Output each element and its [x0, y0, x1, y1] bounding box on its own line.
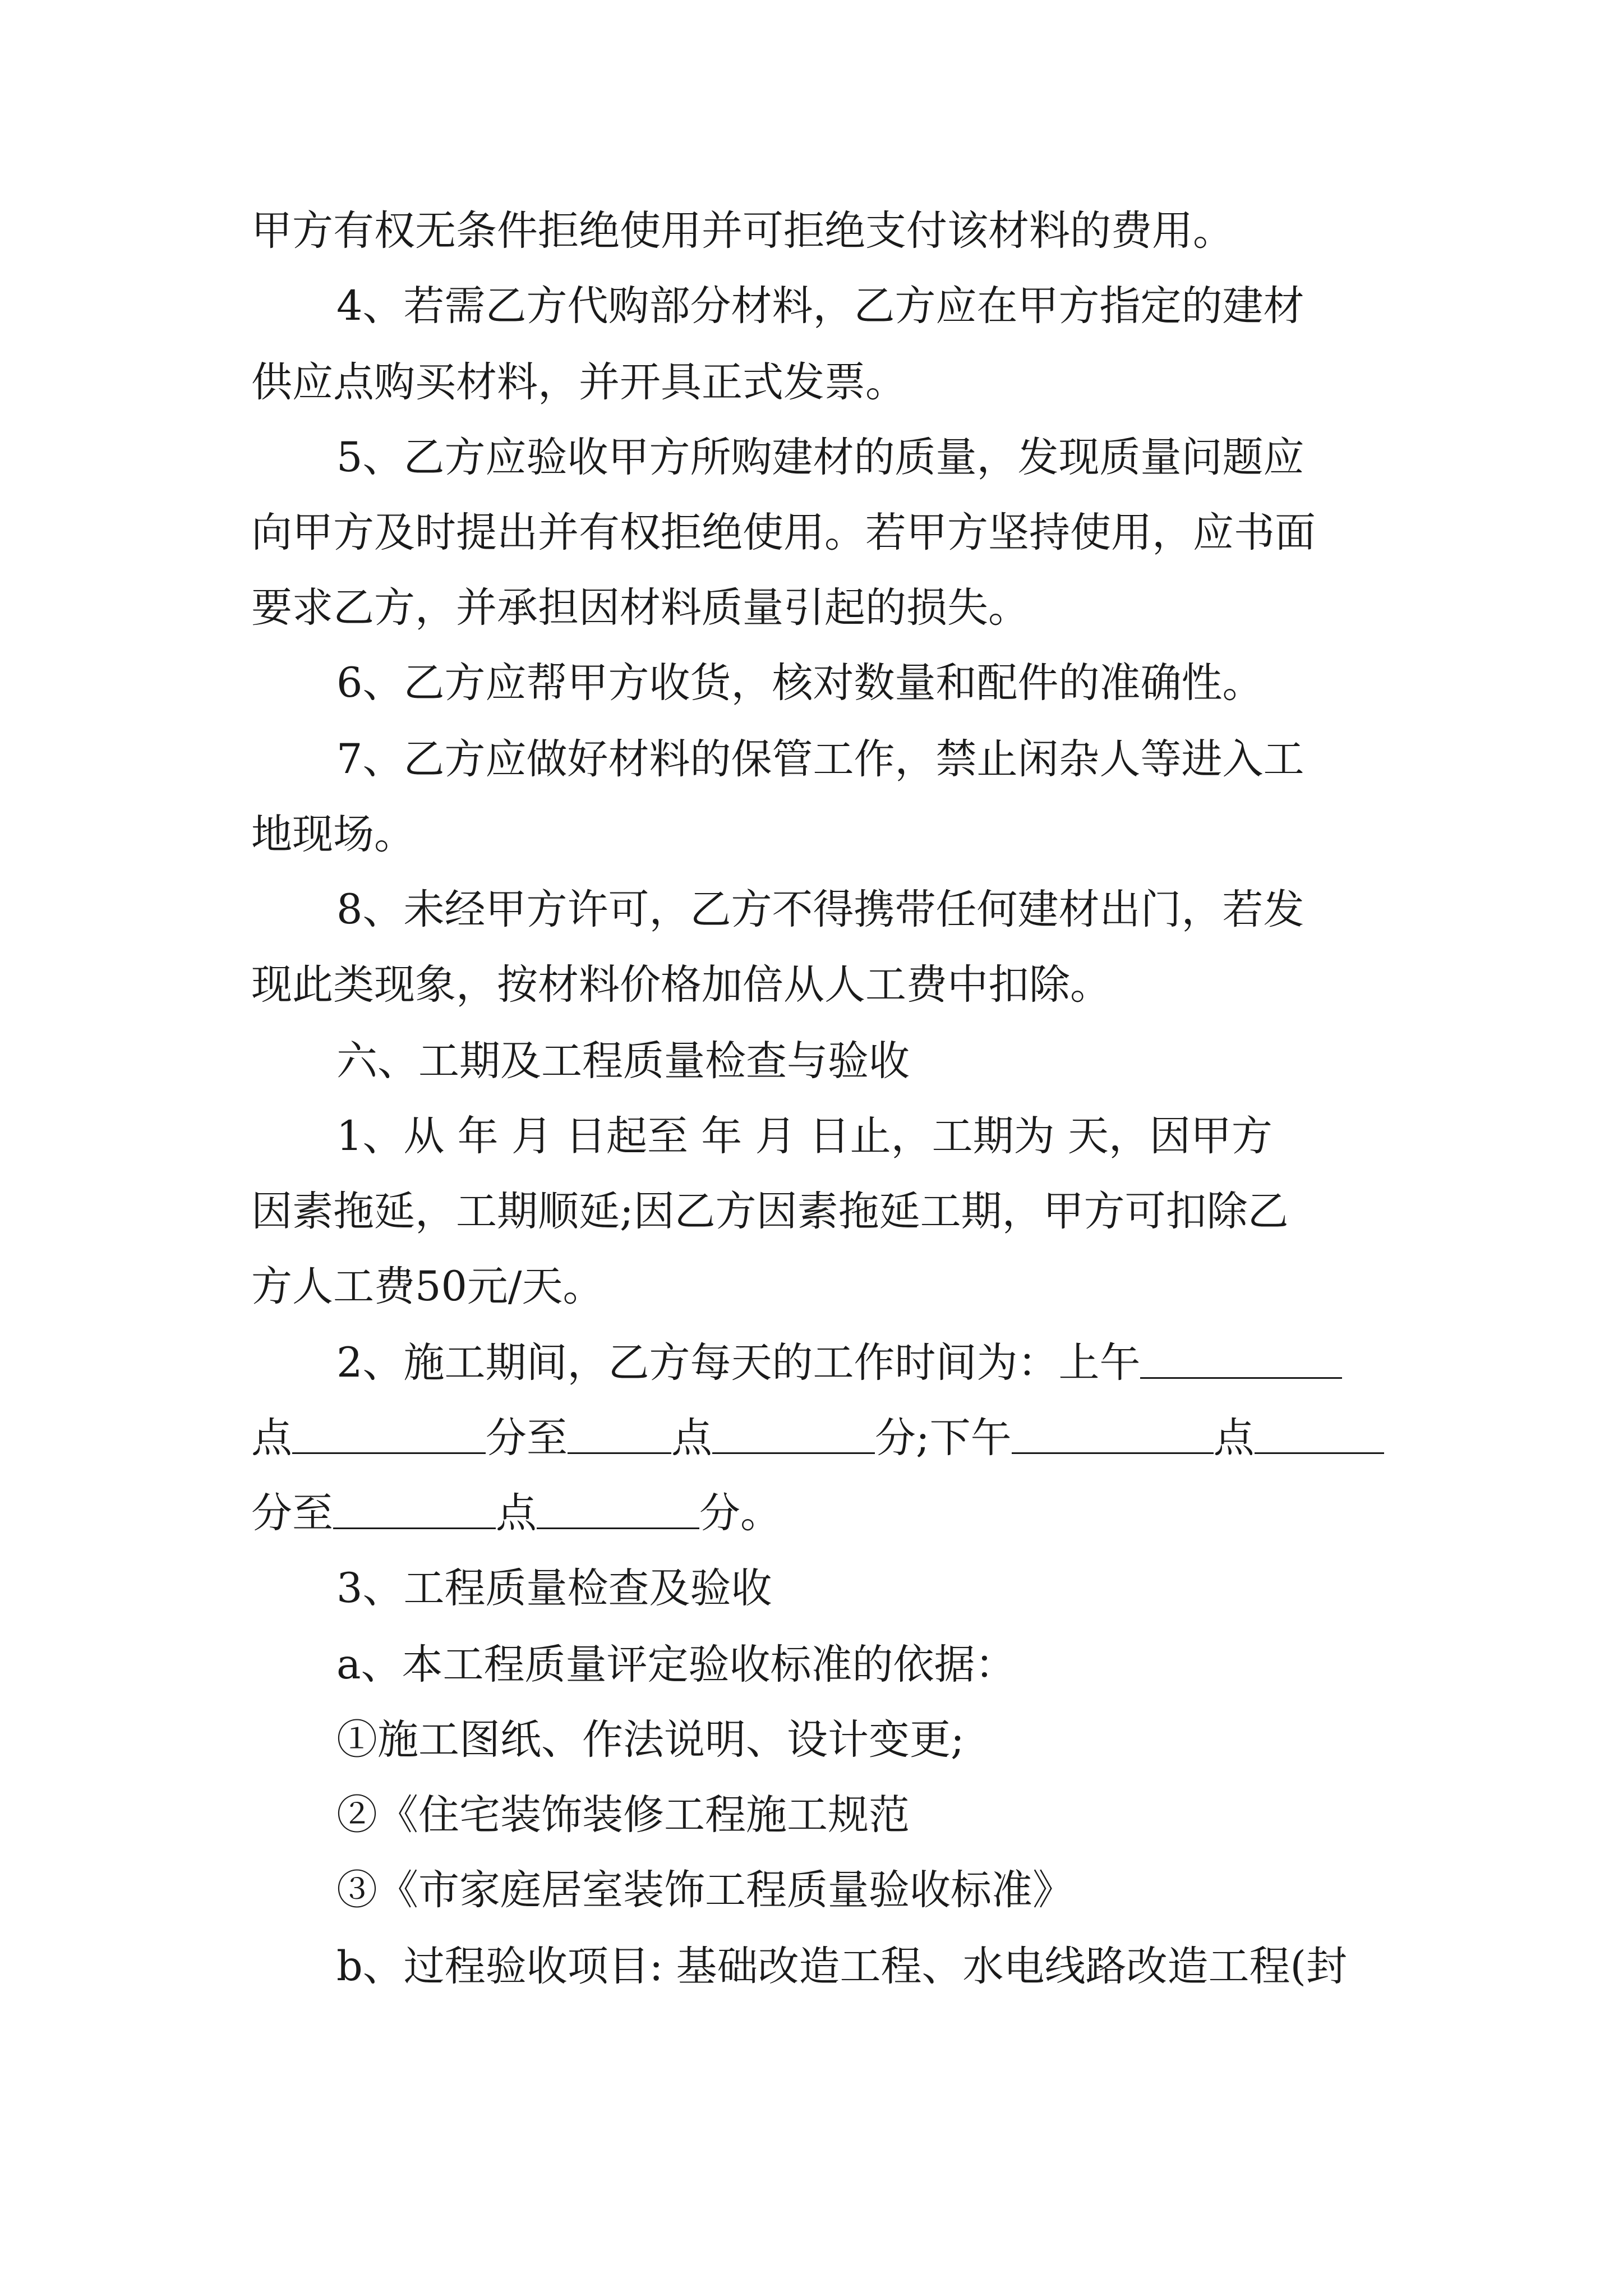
paragraph-line: 供应点购买材料，并开具正式发票。 — [251, 358, 906, 406]
fill-blank — [537, 1490, 699, 1529]
line-text: 点 — [496, 1489, 537, 1537]
paragraph-line: b、过程验收项目: 基础改造工程、水电线路改造工程(封 — [336, 1943, 1348, 1990]
paragraph-line: 现此类现象，按材料价格加倍从人工费中扣除。 — [251, 961, 1111, 1009]
line-text: 点 — [1213, 1414, 1255, 1462]
fill-blank — [568, 1415, 671, 1454]
list-item: ②《住宅装饰装修工程施工规范 — [336, 1791, 910, 1839]
line-text: 分。 — [699, 1489, 781, 1537]
fill-blank — [333, 1490, 496, 1529]
paragraph-line — [251, 1485, 1384, 1542]
paragraph-line: 1、从 年 月 日起至 年 月 日止，工期为 天，因甲方 — [336, 1112, 1272, 1160]
paragraph-line — [251, 1410, 1384, 1466]
paragraph-line: 4、若需乙方代购部分材料，乙方应在甲方指定的建材 — [336, 282, 1304, 330]
paragraph-line: 6、乙方应帮甲方收货，核对数量和配件的准确性。 — [336, 659, 1264, 707]
line-text: 2、施工期间，乙方每天的工作时间为：上午 — [336, 1339, 1141, 1387]
paragraph-line: 5、乙方应验收甲方所购建材的质量，发现质量问题应 — [336, 434, 1304, 481]
paragraph-line: 地现场。 — [251, 811, 415, 858]
paragraph-line: 因素拖延，工期顺延;因乙方因素拖延工期，甲方可扣除乙 — [251, 1188, 1289, 1235]
fill-blank — [292, 1415, 486, 1454]
fill-blank — [712, 1415, 875, 1454]
section-heading: 六、工期及工程质量检查与验收 — [336, 1037, 910, 1085]
paragraph-line: 7、乙方应做好材料的保管工作，禁止闲杂人等进入工 — [336, 735, 1304, 783]
list-item: ①施工图纸、作法说明、设计变更; — [336, 1716, 965, 1764]
line-text: 分至 — [486, 1414, 568, 1462]
fill-blank — [1255, 1415, 1384, 1454]
fill-blank — [1012, 1415, 1214, 1454]
line-text: 点 — [251, 1414, 292, 1462]
paragraph-line: 3、工程质量检查及验收 — [336, 1565, 772, 1612]
paragraph-line: 8、未经甲方许可，乙方不得携带任何建材出门，若发 — [336, 886, 1304, 933]
paragraph-line: 要求乙方，并承担因材料质量引起的损失。 — [251, 584, 1029, 632]
paragraph-line: 向甲方及时提出并有权拒绝使用。若甲方坚持使用，应书面 — [251, 509, 1316, 556]
fill-blank — [1140, 1340, 1342, 1379]
paragraph-line: a、本工程质量评定验收标准的依据： — [336, 1641, 1016, 1688]
list-item: ③《市家庭居室装饰工程质量验收标准》 — [336, 1866, 1073, 1914]
paragraph-line — [336, 1335, 1384, 1391]
paragraph-line: 方人工费50元/天。 — [251, 1263, 604, 1310]
line-text: 点 — [671, 1414, 712, 1462]
paragraph-line: 甲方有权无条件拒绝使用并可拒绝支付该材料的费用。 — [251, 207, 1234, 255]
line-text: 分;下午 — [875, 1414, 1012, 1462]
line-text: 分至 — [251, 1489, 333, 1537]
